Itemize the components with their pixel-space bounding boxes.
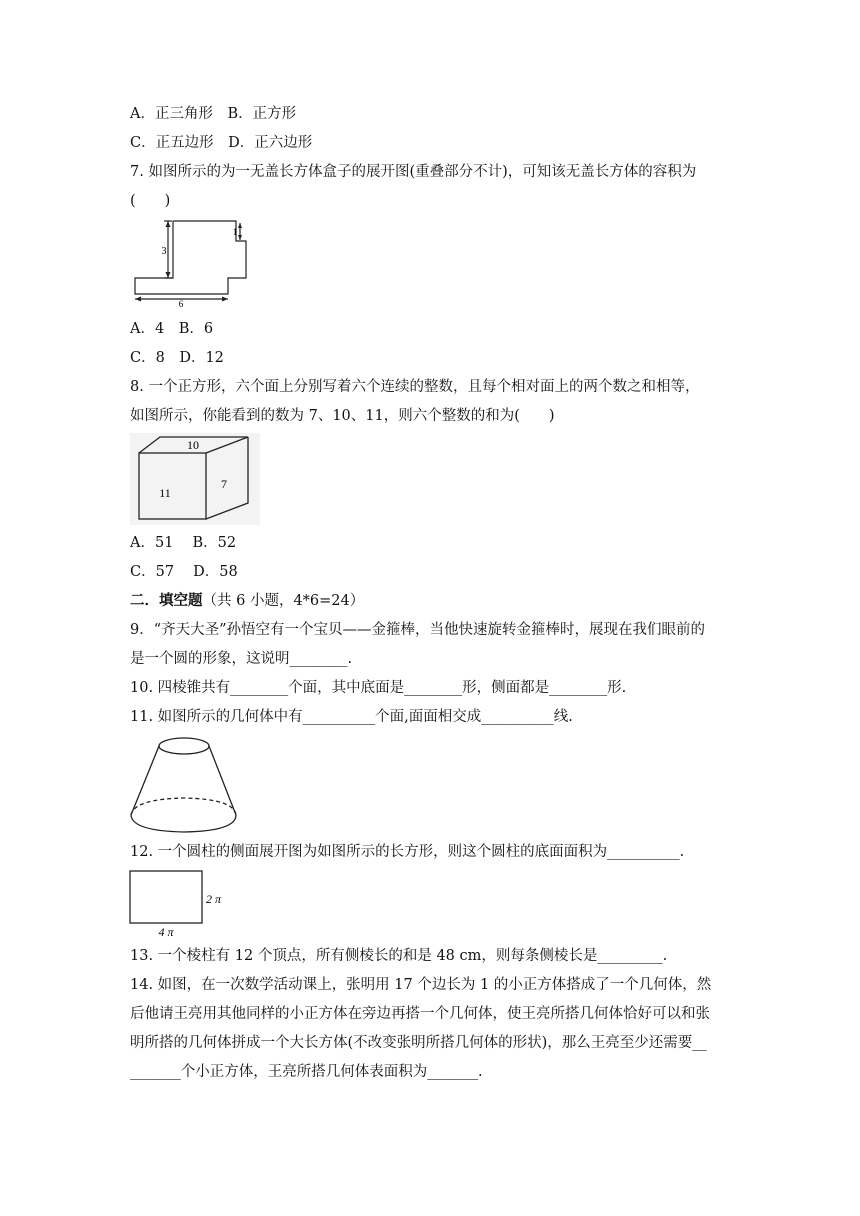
q6-options-ab: A．正三角形 B．正方形 bbox=[130, 106, 297, 122]
rectangle-figure bbox=[128, 869, 228, 939]
q8-options-cd: C．57 D．58 bbox=[130, 564, 238, 580]
q7-stem-line2: ( ) bbox=[130, 193, 171, 209]
cube-top-number: 10 bbox=[187, 438, 199, 452]
frustum-figure bbox=[128, 735, 240, 835]
label-3: 3 bbox=[161, 246, 167, 257]
net-outline bbox=[135, 221, 246, 294]
box-net-figure bbox=[128, 218, 258, 310]
q8-options-ab: A．51 B．52 bbox=[130, 535, 237, 551]
q8-stem-line2: 如图所示，你能看到的数为 7、10、11，则六个整数的和为( ) bbox=[130, 408, 555, 424]
q13-line1: 13. 一个棱柱有 12 个顶点，所有侧棱长的和是 48 cm，则每条侧棱长是_________. bbox=[130, 948, 668, 964]
q6-options-cd: C．正五边形 D．正六边形 bbox=[130, 135, 313, 151]
q12-line1: 12. 一个圆柱的侧面展开图为如图所示的长方形，则这个圆柱的底面面积为__________. bbox=[130, 844, 685, 860]
q9-line1: 9．“齐天大圣”孙悟空有一个宝贝——金箍棒，当他快速旋转金箍棒时，展现在我们眼前的 bbox=[130, 622, 706, 638]
q14-line4: _______个小正方体，王亮所搭几何体表面积为_______. bbox=[130, 1064, 483, 1080]
q9-line2: 是一个圆的形象，这说明________. bbox=[130, 651, 353, 667]
q7-options-cd: C．8 D．12 bbox=[130, 350, 224, 366]
q11-line1: 11. 如图所示的几何体中有__________个面,面面相交成__________线. bbox=[130, 709, 573, 725]
q7-options-ab: A．4 B．6 bbox=[130, 321, 214, 337]
q10-line1: 10. 四棱锥共有________个面，其中底面是________形，侧面都是________形. bbox=[130, 680, 627, 696]
q8-stem-line1: 8. 一个正方形，六个面上分别写着六个连续的整数，且每个相对面上的两个数之和相等， bbox=[130, 379, 700, 395]
cube-front-number: 11 bbox=[159, 486, 171, 500]
cube-figure bbox=[130, 433, 260, 525]
label-height: 2 π bbox=[206, 892, 222, 906]
q14-line2: 后他请王亮用其他同样的小正方体在旁边再搭一个几何体，使王亮所搭几何体恰好可以和张 bbox=[130, 1006, 710, 1022]
q14-line1: 14. 如图，在一次数学活动课上，张明用 17 个边长为 1 的小正方体搭成了一个几何体，然 bbox=[130, 977, 712, 993]
cube-side-number: 7 bbox=[221, 477, 227, 491]
section-title: 二．填空题 bbox=[130, 592, 203, 609]
q14-line3: 明所搭的几何体拼成一个大长方体(不改变张明所搭几何体的形状)，那么王亮至少还需要__ bbox=[130, 1035, 707, 1051]
label-width: 4 π bbox=[158, 925, 174, 939]
section-heading bbox=[130, 591, 364, 611]
q7-stem-line1: 7. 如图所示的为一无盖长方体盒子的展开图(重叠部分不计)，可知该无盖长方体的容积为 bbox=[130, 164, 697, 180]
label-1: 1 bbox=[232, 227, 238, 237]
label-6: 6 bbox=[178, 299, 184, 309]
section-note: （共 6 小题，4*6=24） bbox=[202, 593, 365, 609]
